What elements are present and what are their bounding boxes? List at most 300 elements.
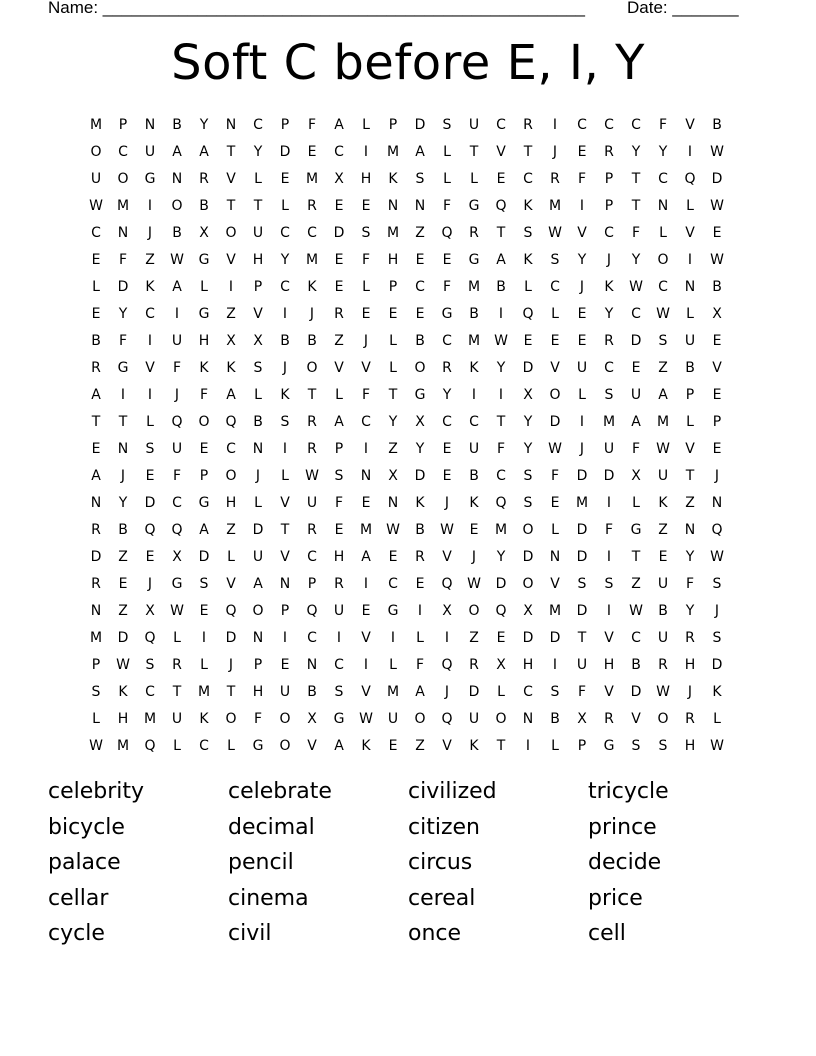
grid-letter: M	[548, 603, 562, 619]
grid-letter: W	[629, 279, 643, 295]
grid-letter: L	[632, 495, 640, 511]
grid-letter: F	[550, 468, 560, 484]
grid-letter: V	[442, 738, 452, 754]
grid-letter: Q	[711, 522, 723, 538]
grid-letter: W	[656, 306, 670, 322]
grid-letter: O	[549, 387, 561, 403]
grid-letter: J	[282, 360, 288, 376]
grid-letter: I	[687, 144, 693, 160]
grid-letter: S	[712, 630, 722, 646]
grid-letter: C	[334, 657, 344, 673]
grid-letter: C	[496, 117, 506, 133]
grid-letter: C	[361, 414, 371, 430]
grid-letter: I	[579, 198, 585, 214]
grid-letter: G	[468, 252, 480, 268]
grid-letter: R	[604, 333, 614, 349]
grid-letter: D	[90, 549, 102, 565]
grid-letter: B	[712, 279, 722, 295]
grid-letter: J	[579, 441, 585, 457]
grid-letter: R	[307, 414, 317, 430]
grid-letter: L	[200, 279, 208, 295]
grid-letter: M	[656, 414, 670, 430]
grid-letter: C	[658, 279, 668, 295]
grid-letter: G	[387, 603, 399, 619]
grid-letter: K	[658, 495, 668, 511]
grid-letter: S	[577, 576, 587, 592]
grid-letter: Z	[118, 603, 128, 619]
grid-letter: N	[252, 630, 264, 646]
grid-letter: P	[577, 738, 587, 754]
grid-letter: B	[253, 414, 263, 430]
grid-letter: Y	[199, 117, 209, 133]
grid-letter: I	[282, 441, 288, 457]
grid-letter: O	[225, 711, 237, 727]
grid-letter: Q	[171, 522, 183, 538]
grid-letter: F	[172, 360, 182, 376]
word-list-item: civilized	[408, 779, 497, 804]
grid-letter: H	[225, 495, 237, 511]
word-list-item: cereal	[408, 885, 476, 911]
grid-letter: T	[226, 684, 236, 700]
grid-letter: C	[523, 171, 533, 187]
grid-letter: U	[171, 441, 183, 457]
grid-letter: Y	[280, 252, 290, 268]
grid-letter: O	[495, 711, 507, 727]
word-list-item: circus	[408, 850, 473, 875]
grid-letter: Q	[495, 198, 507, 214]
grid-letter: I	[363, 144, 369, 160]
grid-letter: F	[658, 117, 668, 133]
grid-row	[83, 652, 733, 679]
grid-letter: T	[685, 468, 695, 484]
grid-letter: Q	[144, 738, 156, 754]
grid-letter: B	[307, 684, 317, 700]
grid-letter: T	[577, 630, 587, 646]
grid-letter: R	[658, 657, 668, 673]
grid-letter: D	[117, 630, 129, 646]
grid-letter: E	[577, 333, 587, 349]
grid-letter: Q	[522, 306, 534, 322]
grid-letter: W	[629, 603, 643, 619]
grid-letter: E	[361, 603, 371, 619]
grid-letter: L	[362, 117, 370, 133]
grid-letter: O	[117, 171, 129, 187]
grid-letter: R	[523, 117, 533, 133]
grid-letter: L	[659, 225, 667, 241]
grid-letter: S	[523, 495, 533, 511]
grid-letter: O	[225, 225, 237, 241]
grid-letter: E	[442, 252, 452, 268]
grid-letter: R	[307, 198, 317, 214]
grid-letter: Q	[144, 522, 156, 538]
grid-row	[83, 463, 733, 490]
grid-row	[83, 733, 733, 760]
grid-letter: X	[442, 603, 452, 619]
grid-letter: U	[333, 603, 345, 619]
grid-letter: X	[253, 333, 263, 349]
grid-letter: L	[524, 279, 532, 295]
grid-letter: I	[417, 603, 423, 619]
grid-letter: L	[92, 711, 100, 727]
grid-letter: U	[144, 144, 156, 160]
grid-row	[83, 139, 733, 166]
grid-letter: T	[388, 387, 398, 403]
grid-letter: Z	[388, 441, 398, 457]
grid-letter: D	[711, 657, 723, 673]
grid-letter: L	[92, 279, 100, 295]
grid-letter: W	[89, 198, 103, 214]
grid-letter: N	[522, 711, 534, 727]
grid-letter: H	[684, 657, 696, 673]
grid-letter: F	[199, 387, 209, 403]
grid-letter: K	[469, 738, 479, 754]
grid-letter: E	[334, 522, 344, 538]
grid-letter: B	[496, 279, 506, 295]
grid-letter: V	[361, 684, 371, 700]
grid-letter: U	[630, 387, 642, 403]
grid-letter: X	[388, 468, 398, 484]
grid-letter: E	[91, 252, 101, 268]
grid-letter: U	[576, 657, 588, 673]
grid-letter: M	[197, 684, 211, 700]
grid-letter: W	[710, 252, 724, 268]
grid-letter: R	[469, 225, 479, 241]
grid-letter: X	[712, 306, 722, 322]
grid-letter: A	[253, 576, 263, 592]
grid-letter: Z	[469, 630, 479, 646]
grid-letter: T	[307, 387, 317, 403]
grid-letter: B	[199, 198, 209, 214]
grid-letter: P	[199, 468, 209, 484]
grid-letter: E	[712, 441, 722, 457]
grid-letter: F	[361, 387, 371, 403]
grid-letter: T	[253, 198, 263, 214]
grid-letter: D	[495, 576, 507, 592]
grid-letter: E	[199, 603, 209, 619]
grid-letter: E	[388, 549, 398, 565]
grid-letter: A	[631, 414, 641, 430]
grid-letter: S	[91, 684, 101, 700]
grid-letter: Q	[306, 603, 318, 619]
grid-letter: B	[712, 117, 722, 133]
grid-letter: S	[550, 252, 560, 268]
grid-letter: S	[199, 576, 209, 592]
word-list-item: price	[588, 885, 643, 911]
grid-letter: N	[684, 279, 696, 295]
grid-letter: L	[551, 306, 559, 322]
grid-letter: J	[714, 468, 720, 484]
grid-letter: J	[363, 333, 369, 349]
grid-letter: O	[414, 360, 426, 376]
grid-letter: C	[280, 279, 290, 295]
grid-letter: C	[631, 306, 641, 322]
grid-letter: O	[279, 711, 291, 727]
grid-letter: L	[254, 387, 262, 403]
grid-letter: V	[280, 495, 290, 511]
grid-letter: J	[471, 549, 477, 565]
grid-letter: C	[442, 333, 452, 349]
grid-row	[83, 112, 733, 139]
grid-letter: B	[91, 333, 101, 349]
grid-letter: E	[388, 738, 398, 754]
grid-letter: H	[198, 333, 210, 349]
grid-letter: I	[363, 576, 369, 592]
grid-letter: U	[387, 711, 399, 727]
grid-letter: F	[631, 225, 641, 241]
grid-letter: S	[604, 576, 614, 592]
grid-row	[83, 625, 733, 652]
grid-letter: O	[252, 603, 264, 619]
grid-letter: S	[415, 171, 425, 187]
grid-letter: D	[576, 468, 588, 484]
grid-letter: K	[712, 684, 722, 700]
grid-letter: F	[442, 198, 452, 214]
grid-letter: Y	[415, 441, 425, 457]
grid-letter: U	[603, 441, 615, 457]
grid-letter: B	[469, 468, 479, 484]
grid-letter: S	[712, 576, 722, 592]
grid-letter: X	[334, 171, 344, 187]
grid-letter: M	[575, 495, 589, 511]
grid-letter: R	[604, 144, 614, 160]
grid-letter: X	[523, 603, 533, 619]
grid-letter: E	[577, 306, 587, 322]
grid-letter: I	[525, 738, 531, 754]
worksheet-header	[0, 0, 816, 22]
grid-letter: R	[199, 171, 209, 187]
grid-letter: Y	[496, 549, 506, 565]
grid-letter: J	[579, 279, 585, 295]
grid-letter: C	[631, 630, 641, 646]
grid-letter: N	[549, 549, 561, 565]
grid-letter: W	[170, 252, 184, 268]
grid-letter: W	[305, 468, 319, 484]
grid-letter: G	[252, 738, 264, 754]
grid-letter: K	[199, 360, 209, 376]
grid-letter: W	[467, 576, 481, 592]
grid-letter: O	[198, 414, 210, 430]
grid-letter: J	[147, 225, 153, 241]
grid-row	[83, 355, 733, 382]
word-list-item: decimal	[228, 814, 315, 840]
grid-letter: T	[226, 198, 236, 214]
grid-letter: C	[307, 549, 317, 565]
grid-letter: P	[280, 117, 290, 133]
grid-letter: J	[552, 144, 558, 160]
word-list-item: once	[408, 921, 462, 946]
grid-letter: Q	[495, 603, 507, 619]
grid-letter: L	[416, 630, 424, 646]
grid-letter: Y	[523, 441, 533, 457]
grid-row	[83, 382, 733, 409]
grid-letter: Q	[171, 414, 183, 430]
grid-letter: Q	[225, 414, 237, 430]
grid-letter: I	[282, 630, 288, 646]
grid-letter: L	[497, 684, 505, 700]
grid-letter: R	[91, 576, 101, 592]
grid-letter: G	[117, 360, 129, 376]
grid-letter: S	[280, 414, 290, 430]
grid-letter: U	[279, 684, 291, 700]
grid-letter: I	[120, 387, 126, 403]
grid-letter: I	[687, 252, 693, 268]
name-field-label: Name: ___________________________________________________	[48, 0, 585, 17]
grid-letter: I	[498, 306, 504, 322]
grid-letter: G	[603, 738, 615, 754]
grid-letter: B	[172, 225, 182, 241]
grid-letter: Y	[253, 144, 263, 160]
grid-letter: Y	[577, 252, 587, 268]
grid-letter: T	[631, 198, 641, 214]
grid-letter: W	[710, 144, 724, 160]
grid-letter: J	[714, 603, 720, 619]
grid-row	[83, 274, 733, 301]
grid-letter: R	[334, 576, 344, 592]
grid-letter: F	[631, 441, 641, 457]
grid-letter: M	[116, 198, 130, 214]
grid-letter: D	[468, 684, 480, 700]
grid-letter: L	[389, 657, 397, 673]
grid-letter: A	[199, 522, 209, 538]
grid-letter: F	[685, 576, 695, 592]
grid-letter: T	[631, 171, 641, 187]
grid-letter: I	[579, 414, 585, 430]
word-list-item: palace	[48, 850, 121, 875]
grid-letter: A	[199, 144, 209, 160]
grid-letter: F	[577, 171, 587, 187]
grid-letter: Y	[631, 252, 641, 268]
grid-letter: A	[172, 279, 182, 295]
grid-letter: B	[469, 306, 479, 322]
grid-letter: Y	[523, 414, 533, 430]
grid-letter: O	[522, 576, 534, 592]
grid-letter: L	[686, 306, 694, 322]
grid-letter: V	[631, 711, 641, 727]
grid-letter: L	[254, 495, 262, 511]
grid-letter: J	[309, 306, 315, 322]
grid-letter: D	[630, 684, 642, 700]
grid-letter: N	[225, 117, 237, 133]
grid-letter: O	[171, 198, 183, 214]
grid-letter: B	[172, 117, 182, 133]
grid-letter: C	[469, 414, 479, 430]
grid-letter: K	[280, 387, 290, 403]
grid-letter: K	[523, 252, 533, 268]
grid-letter: Q	[684, 171, 696, 187]
grid-letter: N	[387, 495, 399, 511]
grid-letter: P	[253, 657, 263, 673]
grid-letter: Y	[496, 360, 506, 376]
grid-letter: U	[657, 576, 669, 592]
grid-letter: O	[225, 468, 237, 484]
grid-letter: K	[118, 684, 128, 700]
grid-letter: K	[469, 495, 479, 511]
grid-letter: F	[172, 468, 182, 484]
grid-row	[83, 706, 733, 733]
grid-letter: E	[469, 522, 479, 538]
grid-letter: E	[334, 279, 344, 295]
grid-letter: Q	[441, 225, 453, 241]
grid-letter: L	[173, 738, 181, 754]
grid-letter: C	[496, 468, 506, 484]
grid-letter: I	[282, 306, 288, 322]
grid-letter: B	[631, 657, 641, 673]
grid-letter: U	[657, 630, 669, 646]
grid-letter: N	[144, 117, 156, 133]
grid-letter: V	[685, 117, 695, 133]
grid-letter: O	[306, 360, 318, 376]
grid-letter: J	[687, 684, 693, 700]
grid-letter: T	[91, 414, 101, 430]
grid-letter: O	[279, 738, 291, 754]
grid-letter: U	[90, 171, 102, 187]
grid-letter: J	[228, 657, 234, 673]
grid-letter: E	[91, 441, 101, 457]
grid-letter: D	[549, 414, 561, 430]
grid-letter: E	[280, 657, 290, 673]
grid-letter: Y	[685, 549, 695, 565]
grid-letter: C	[604, 225, 614, 241]
grid-letter: I	[498, 387, 504, 403]
grid-letter: W	[548, 225, 562, 241]
grid-letter: B	[415, 522, 425, 538]
grid-letter: P	[280, 603, 290, 619]
grid-letter: X	[577, 711, 587, 727]
grid-letter: A	[334, 414, 344, 430]
grid-letter: Z	[145, 252, 155, 268]
grid-letter: P	[388, 279, 398, 295]
grid-letter: T	[631, 549, 641, 565]
grid-letter: O	[522, 522, 534, 538]
grid-letter: Z	[631, 576, 641, 592]
grid-row	[83, 328, 733, 355]
grid-letter: U	[684, 333, 696, 349]
grid-letter: W	[359, 711, 373, 727]
grid-letter: P	[388, 117, 398, 133]
grid-letter: W	[440, 522, 454, 538]
grid-letter: G	[333, 711, 345, 727]
grid-letter: X	[631, 468, 641, 484]
grid-letter: P	[91, 657, 101, 673]
grid-letter: Q	[495, 495, 507, 511]
grid-letter: T	[226, 144, 236, 160]
grid-letter: E	[415, 252, 425, 268]
grid-letter: Z	[685, 495, 695, 511]
grid-letter: X	[523, 387, 533, 403]
grid-letter: E	[334, 252, 344, 268]
grid-letter: W	[710, 549, 724, 565]
grid-letter: Y	[118, 306, 128, 322]
word-list-item: cinema	[228, 885, 309, 911]
grid-letter: N	[171, 171, 183, 187]
grid-letter: L	[443, 171, 451, 187]
grid-letter: F	[361, 252, 371, 268]
grid-letter: P	[604, 171, 614, 187]
grid-letter: X	[172, 549, 182, 565]
grid-letter: V	[496, 144, 506, 160]
grid-letter: R	[91, 360, 101, 376]
grid-letter: J	[606, 252, 612, 268]
grid-letter: S	[523, 468, 533, 484]
grid-letter: S	[604, 387, 614, 403]
grid-letter: N	[279, 576, 291, 592]
grid-letter: P	[712, 414, 722, 430]
grid-letter: D	[522, 549, 534, 565]
grid-letter: D	[414, 117, 426, 133]
grid-letter: S	[658, 333, 668, 349]
grid-letter: K	[604, 279, 614, 295]
grid-letter: G	[468, 198, 480, 214]
